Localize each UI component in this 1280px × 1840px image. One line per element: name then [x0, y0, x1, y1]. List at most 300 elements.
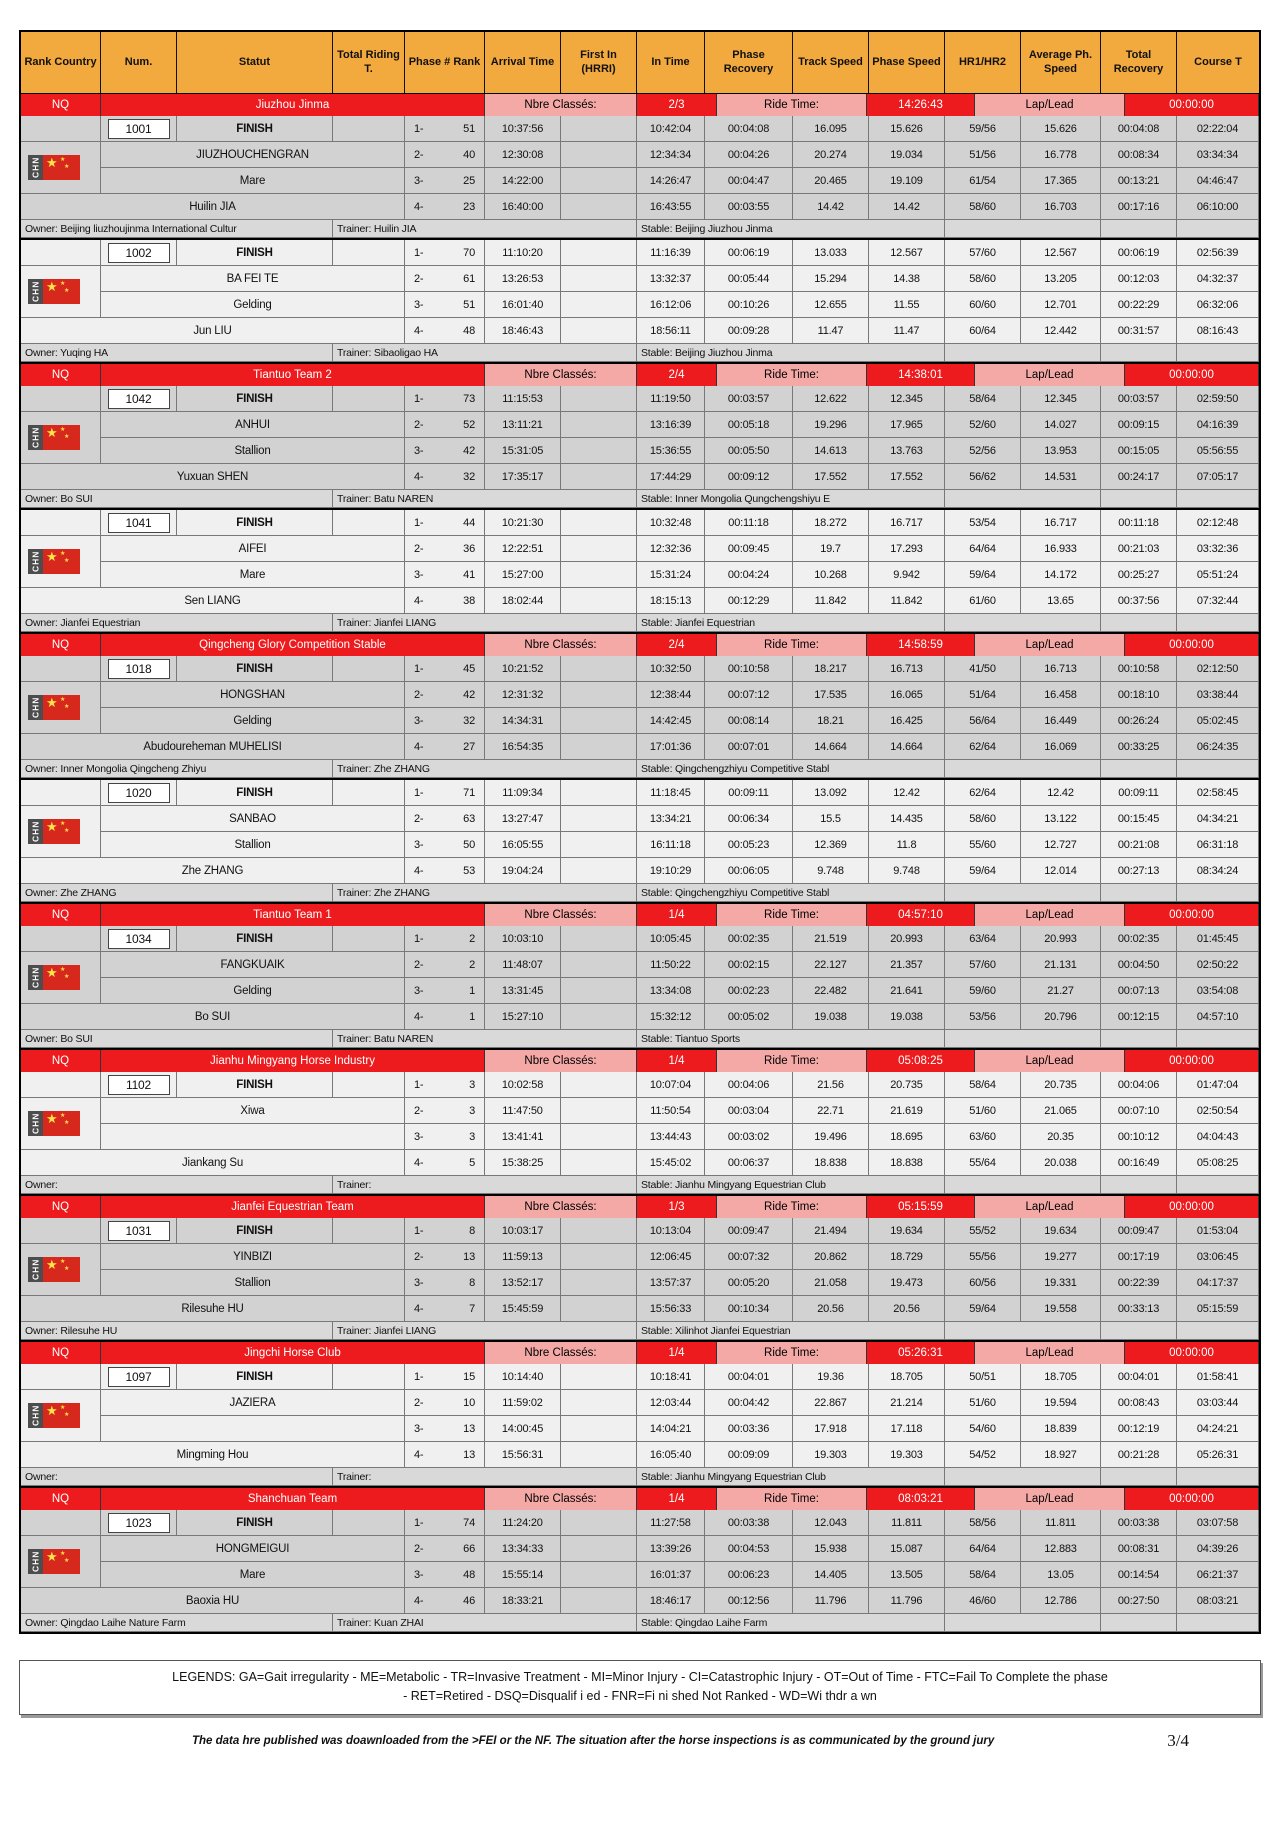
flag-star-icon: ★: [46, 1403, 58, 1418]
track-speed-cell: 15.5: [793, 806, 869, 832]
owner-row-empty-cell: [1101, 884, 1177, 902]
country-code: CHN: [28, 819, 43, 844]
column-header-average-ph-speed: Average Ph. Speed: [1021, 32, 1101, 93]
trainer-cell: Trainer:: [333, 1176, 637, 1194]
total-recovery-cell: 00:14:54: [1101, 1562, 1177, 1588]
phase-rank: 3: [469, 1104, 475, 1117]
rider-section: [21, 1218, 1259, 1340]
arrival-time-cell: 10:21:52: [485, 656, 561, 682]
phase-label: 4-: [414, 1156, 424, 1169]
course-t-cell: 03:06:45: [1177, 1244, 1259, 1270]
track-speed-cell: 16.095: [793, 116, 869, 142]
owner-cell: Owner: Qingdao Laihe Nature Farm: [21, 1614, 333, 1632]
average-ph-speed-cell: 13.953: [1021, 438, 1101, 464]
phase-rank: 42: [463, 444, 475, 457]
statut-cell: FINISH: [177, 1510, 333, 1536]
horse-name: Xiwa: [101, 1098, 405, 1124]
country-code: CHN: [28, 1403, 43, 1428]
flag-star-icon: ★: [60, 1405, 66, 1411]
team-status-badge: NQ: [21, 904, 101, 926]
average-ph-speed-cell: 19.277: [1021, 1244, 1101, 1270]
column-header-arrival-time: Arrival Time: [485, 32, 561, 93]
in-time-cell: 13:39:26: [637, 1536, 705, 1562]
arrival-time-cell: 14:22:00: [485, 168, 561, 194]
phase-recovery-cell: 00:07:12: [705, 682, 793, 708]
first-in-cell: [561, 116, 637, 142]
total-recovery-cell: 00:07:10: [1101, 1098, 1177, 1124]
total-recovery-cell: 00:06:19: [1101, 240, 1177, 266]
lap-lead-label: Lap/Lead: [975, 1488, 1125, 1510]
track-speed-cell: 19.36: [793, 1364, 869, 1390]
flag-star-icon: ★: [64, 1120, 70, 1126]
average-ph-speed-cell: 15.626: [1021, 116, 1101, 142]
team-status-badge: NQ: [21, 634, 101, 656]
hr1-hr2-cell: 52/60: [945, 412, 1021, 438]
phase-rank-cell: [405, 588, 485, 614]
owner-cell: Owner:: [21, 1176, 333, 1194]
hr1-hr2-cell: 58/60: [945, 266, 1021, 292]
country-flag-cell: [21, 682, 101, 734]
first-in-cell: [561, 464, 637, 490]
phase-speed-cell: 19.038: [869, 1004, 945, 1030]
phase-rank-cell: [405, 438, 485, 464]
rank-spacer: [21, 116, 101, 142]
team-blocks: [21, 94, 1259, 1632]
course-t-cell: 02:50:22: [1177, 952, 1259, 978]
phase-label: 1-: [414, 246, 424, 259]
phase-rank: 3: [469, 1078, 475, 1091]
rider-number: 1097: [108, 1367, 170, 1387]
in-time-cell: 12:38:44: [637, 682, 705, 708]
flag-star-icon: ★: [46, 279, 58, 294]
total-riding-time-cell: [333, 1218, 405, 1244]
phase-rank: 23: [463, 200, 475, 213]
rank-spacer: [21, 656, 101, 682]
phase-rank-cell: [405, 978, 485, 1004]
phase-speed-cell: 17.293: [869, 536, 945, 562]
stable-cell: Stable: Jianfei Equestrian: [637, 614, 945, 632]
country-code: CHN: [28, 965, 43, 990]
in-time-cell: 12:06:45: [637, 1244, 705, 1270]
in-time-cell: 12:32:36: [637, 536, 705, 562]
total-recovery-cell: 00:26:24: [1101, 708, 1177, 734]
rank-spacer: [21, 510, 101, 536]
lap-lead-label: Lap/Lead: [975, 94, 1125, 116]
team-name: Jingchi Horse Club: [101, 1342, 485, 1364]
hr1-hr2-cell: 59/64: [945, 562, 1021, 588]
flag-star-icon: ★: [60, 157, 66, 163]
track-speed-cell: 19.303: [793, 1442, 869, 1468]
nbre-classes-value: 2/3: [637, 94, 717, 116]
phase-label: 4-: [414, 740, 424, 753]
phase-speed-cell: 15.626: [869, 116, 945, 142]
rider-section: [21, 1364, 1259, 1486]
course-t-cell: 07:05:17: [1177, 464, 1259, 490]
team-header-row: [21, 1488, 1259, 1510]
phase-label: 1-: [414, 786, 424, 799]
first-in-cell: [561, 536, 637, 562]
arrival-time-cell: 15:27:00: [485, 562, 561, 588]
course-t-cell: 06:24:35: [1177, 734, 1259, 760]
prc-flag-field: [43, 1403, 80, 1428]
total-recovery-cell: 00:04:50: [1101, 952, 1177, 978]
phase-rank: 41: [463, 568, 475, 581]
team-block: [21, 1486, 1259, 1632]
phase-speed-cell: 19.303: [869, 1442, 945, 1468]
country-code: CHN: [28, 279, 43, 304]
in-time-cell: 15:45:02: [637, 1150, 705, 1176]
phase-label: 4-: [414, 1302, 424, 1315]
column-header-course-t: Course T: [1177, 32, 1259, 93]
flag-star-icon: ★: [60, 281, 66, 287]
owner-row-empty-cell: [1101, 760, 1177, 778]
track-speed-cell: 22.867: [793, 1390, 869, 1416]
country-flag-cell: [21, 806, 101, 858]
country-code: CHN: [28, 1111, 43, 1136]
phase-rank: 8: [469, 1224, 475, 1237]
hr1-hr2-cell: 51/60: [945, 1098, 1021, 1124]
phase-rank-cell: [405, 926, 485, 952]
track-speed-cell: 12.369: [793, 832, 869, 858]
in-time-cell: 15:56:33: [637, 1296, 705, 1322]
horse-gender: Mare: [101, 562, 405, 588]
ride-time-value: 08:03:21: [867, 1488, 975, 1510]
total-recovery-cell: 00:33:13: [1101, 1296, 1177, 1322]
owner-cell: Owner: Yuqing HA: [21, 344, 333, 362]
nbre-classes-value: 1/4: [637, 1050, 717, 1072]
statut-cell: FINISH: [177, 656, 333, 682]
hr1-hr2-cell: 55/56: [945, 1244, 1021, 1270]
phase-rank-cell: [405, 1270, 485, 1296]
phase-speed-cell: 9.942: [869, 562, 945, 588]
phase-label: 2-: [414, 958, 424, 971]
country-code: CHN: [28, 155, 43, 180]
phase-label: 3-: [414, 984, 424, 997]
horse-gender: Stallion: [101, 832, 405, 858]
phase-rank: 51: [463, 122, 475, 135]
phase-label: 3-: [414, 174, 424, 187]
phase-recovery-cell: 00:11:18: [705, 510, 793, 536]
phase-speed-cell: 12.42: [869, 780, 945, 806]
lap-lead-label: Lap/Lead: [975, 634, 1125, 656]
flag-star-icon: ★: [60, 427, 66, 433]
phase-recovery-cell: 00:02:15: [705, 952, 793, 978]
total-recovery-cell: 00:18:10: [1101, 682, 1177, 708]
course-t-cell: 02:59:50: [1177, 386, 1259, 412]
phase-recovery-cell: 00:12:56: [705, 1588, 793, 1614]
first-in-cell: [561, 168, 637, 194]
phase-rank: 32: [463, 470, 475, 483]
owner-row-empty-cell: [1101, 1468, 1177, 1486]
rider-number: 1018: [108, 659, 170, 679]
owner-cell: Owner: Rilesuhe HU: [21, 1322, 333, 1340]
ride-time-label: Ride Time:: [717, 1488, 867, 1510]
lap-lead-label: Lap/Lead: [975, 364, 1125, 386]
total-recovery-cell: 00:10:12: [1101, 1124, 1177, 1150]
phase-recovery-cell: 00:09:28: [705, 318, 793, 344]
arrival-time-cell: 13:41:41: [485, 1124, 561, 1150]
first-in-cell: [561, 1270, 637, 1296]
phase-label: 2-: [414, 272, 424, 285]
track-speed-cell: 19.038: [793, 1004, 869, 1030]
rider-number: 1023: [108, 1513, 170, 1533]
phase-label: 4-: [414, 324, 424, 337]
phase-recovery-cell: 00:06:05: [705, 858, 793, 884]
average-ph-speed-cell: 20.038: [1021, 1150, 1101, 1176]
team-header-row: [21, 364, 1259, 386]
owner-row-empty-cell: [945, 1322, 1101, 1340]
hr1-hr2-cell: 50/51: [945, 1364, 1021, 1390]
legend-box: [19, 1660, 1261, 1715]
team-header-row: [21, 904, 1259, 926]
phase-rank-cell: [405, 266, 485, 292]
phase-rank-cell: [405, 656, 485, 682]
phase-label: 3-: [414, 1422, 424, 1435]
flag-star-icon: ★: [46, 549, 58, 564]
phase-recovery-cell: 00:10:34: [705, 1296, 793, 1322]
arrival-time-cell: 16:01:40: [485, 292, 561, 318]
lap-lead-label: Lap/Lead: [975, 904, 1125, 926]
in-time-cell: 13:57:37: [637, 1270, 705, 1296]
statut-cell: FINISH: [177, 116, 333, 142]
horse-gender: [101, 1416, 405, 1442]
course-t-cell: 02:56:39: [1177, 240, 1259, 266]
course-t-cell: 05:56:55: [1177, 438, 1259, 464]
ride-time-label: Ride Time:: [717, 94, 867, 116]
legend-line2: - RET=Retired - DSQ=Disqualif i ed - FNR=Fi ni shed Not Ranked - WD=Wi thdr a wn: [403, 1689, 877, 1704]
rider-section: [21, 238, 1259, 362]
total-recovery-cell: 00:04:08: [1101, 116, 1177, 142]
phase-rank: 7: [469, 1302, 475, 1315]
column-header-statut: Statut: [177, 32, 333, 93]
average-ph-speed-cell: 19.558: [1021, 1296, 1101, 1322]
first-in-cell: [561, 1150, 637, 1176]
owner-row-empty-cell: [945, 490, 1101, 508]
phase-rank: 44: [463, 516, 475, 529]
track-speed-cell: 11.842: [793, 588, 869, 614]
hr1-hr2-cell: 53/54: [945, 510, 1021, 536]
chn-flag-icon: [28, 965, 80, 990]
country-code: CHN: [28, 695, 43, 720]
team-status-badge: NQ: [21, 364, 101, 386]
arrival-time-cell: 15:56:31: [485, 1442, 561, 1468]
flag-star-icon: ★: [60, 821, 66, 827]
statut-cell: FINISH: [177, 386, 333, 412]
phase-label: 3-: [414, 714, 424, 727]
nbre-classes-label: Nbre Classés:: [485, 1488, 637, 1510]
in-time-cell: 15:32:12: [637, 1004, 705, 1030]
phase-label: 4-: [414, 200, 424, 213]
hr1-hr2-cell: 55/52: [945, 1218, 1021, 1244]
phase-speed-cell: 12.345: [869, 386, 945, 412]
owner-row-empty-cell: [945, 344, 1101, 362]
country-flag-cell: [21, 1390, 101, 1442]
phase-rank: 13: [463, 1422, 475, 1435]
phase-speed-cell: 14.42: [869, 194, 945, 220]
hr1-hr2-cell: 54/60: [945, 1416, 1021, 1442]
statut-cell: FINISH: [177, 926, 333, 952]
phase-rank-cell: [405, 1004, 485, 1030]
phase-label: 4-: [414, 1448, 424, 1461]
phase-speed-cell: 19.473: [869, 1270, 945, 1296]
first-in-cell: [561, 1510, 637, 1536]
total-recovery-cell: 00:21:03: [1101, 536, 1177, 562]
phase-recovery-cell: 00:04:26: [705, 142, 793, 168]
ride-time-value: 14:58:59: [867, 634, 975, 656]
trainer-cell: Trainer: Kuan ZHAI: [333, 1614, 637, 1632]
phase-speed-cell: 17.118: [869, 1416, 945, 1442]
total-recovery-cell: 00:31:57: [1101, 318, 1177, 344]
phase-speed-cell: 11.842: [869, 588, 945, 614]
flag-star-icon: ★: [46, 155, 58, 170]
team-status-badge: NQ: [21, 1050, 101, 1072]
first-in-cell: [561, 1244, 637, 1270]
track-speed-cell: 22.71: [793, 1098, 869, 1124]
rider-number: 1002: [108, 243, 170, 263]
phase-recovery-cell: 00:09:11: [705, 780, 793, 806]
total-recovery-cell: 00:08:43: [1101, 1390, 1177, 1416]
track-speed-cell: 14.613: [793, 438, 869, 464]
phase-speed-cell: 11.796: [869, 1588, 945, 1614]
track-speed-cell: 12.655: [793, 292, 869, 318]
phase-speed-cell: 16.065: [869, 682, 945, 708]
owner-cell: Owner: Bo SUI: [21, 1030, 333, 1048]
first-in-cell: [561, 1004, 637, 1030]
phase-recovery-cell: 00:10:58: [705, 656, 793, 682]
phase-rank-cell: [405, 1150, 485, 1176]
phase-recovery-cell: 00:06:19: [705, 240, 793, 266]
hr1-hr2-cell: 63/60: [945, 1124, 1021, 1150]
in-time-cell: 14:26:47: [637, 168, 705, 194]
owner-row-empty-cell: [945, 1030, 1101, 1048]
phase-rank: 48: [463, 1568, 475, 1581]
course-t-cell: 03:38:44: [1177, 682, 1259, 708]
arrival-time-cell: 10:21:30: [485, 510, 561, 536]
phase-rank-cell: [405, 1510, 485, 1536]
course-t-cell: 04:39:26: [1177, 1536, 1259, 1562]
average-ph-speed-cell: 12.727: [1021, 832, 1101, 858]
first-in-cell: [561, 1442, 637, 1468]
total-recovery-cell: 00:03:38: [1101, 1510, 1177, 1536]
course-t-cell: 01:53:04: [1177, 1218, 1259, 1244]
nbre-classes-label: Nbre Classés:: [485, 364, 637, 386]
track-speed-cell: 14.664: [793, 734, 869, 760]
total-recovery-cell: 00:09:15: [1101, 412, 1177, 438]
phase-label: 1-: [414, 1370, 424, 1383]
average-ph-speed-cell: 19.634: [1021, 1218, 1101, 1244]
in-time-cell: 10:05:45: [637, 926, 705, 952]
phase-rank: 66: [463, 1542, 475, 1555]
phase-recovery-cell: 00:12:29: [705, 588, 793, 614]
phase-rank-cell: [405, 116, 485, 142]
horse-name: AIFEI: [101, 536, 405, 562]
phase-rank: 2: [469, 958, 475, 971]
rider-number-cell: [101, 1072, 177, 1098]
first-in-cell: [561, 832, 637, 858]
hr1-hr2-cell: 56/62: [945, 464, 1021, 490]
team-name: Tiantuo Team 2: [101, 364, 485, 386]
trainer-cell: Trainer: Sibaoligao HA: [333, 344, 637, 362]
phase-recovery-cell: 00:04:01: [705, 1364, 793, 1390]
track-speed-cell: 11.796: [793, 1588, 869, 1614]
first-in-cell: [561, 1098, 637, 1124]
total-recovery-cell: 00:37:56: [1101, 588, 1177, 614]
arrival-time-cell: 13:31:45: [485, 978, 561, 1004]
in-time-cell: 11:50:22: [637, 952, 705, 978]
flag-star-icon: ★: [64, 434, 70, 440]
phase-rank: 3: [469, 1130, 475, 1143]
track-speed-cell: 21.058: [793, 1270, 869, 1296]
rider-number: 1034: [108, 929, 170, 949]
in-time-cell: 16:43:55: [637, 194, 705, 220]
average-ph-speed-cell: 21.065: [1021, 1098, 1101, 1124]
phase-speed-cell: 11.47: [869, 318, 945, 344]
first-in-cell: [561, 1390, 637, 1416]
phase-rank: 2: [469, 932, 475, 945]
statut-cell: FINISH: [177, 510, 333, 536]
stable-cell: Stable: Tiantuo Sports: [637, 1030, 945, 1048]
course-t-cell: 04:04:43: [1177, 1124, 1259, 1150]
average-ph-speed-cell: 12.567: [1021, 240, 1101, 266]
total-recovery-cell: 00:15:45: [1101, 806, 1177, 832]
team-block: [21, 94, 1259, 362]
arrival-time-cell: 10:14:40: [485, 1364, 561, 1390]
phase-label: 1-: [414, 122, 424, 135]
chn-flag-icon: [28, 1111, 80, 1136]
phase-recovery-cell: 00:06:23: [705, 1562, 793, 1588]
horse-name: YINBIZI: [101, 1244, 405, 1270]
phase-rank: 70: [463, 246, 475, 259]
results-table: [19, 30, 1261, 1634]
phase-recovery-cell: 00:05:20: [705, 1270, 793, 1296]
phase-rank-cell: [405, 194, 485, 220]
horse-gender: [101, 1124, 405, 1150]
chn-flag-icon: [28, 155, 80, 180]
arrival-time-cell: 15:45:59: [485, 1296, 561, 1322]
owner-row-empty-cell: [1177, 614, 1259, 632]
phase-speed-cell: 14.435: [869, 806, 945, 832]
track-speed-cell: 20.274: [793, 142, 869, 168]
in-time-cell: 13:16:39: [637, 412, 705, 438]
chn-flag-icon: [28, 695, 80, 720]
phase-speed-cell: 12.567: [869, 240, 945, 266]
phase-rank: 25: [463, 174, 475, 187]
total-recovery-cell: 00:08:34: [1101, 142, 1177, 168]
first-in-cell: [561, 1536, 637, 1562]
first-in-cell: [561, 1416, 637, 1442]
owner-row-empty-cell: [945, 614, 1101, 632]
phase-rank: 48: [463, 324, 475, 337]
average-ph-speed-cell: 16.778: [1021, 142, 1101, 168]
in-time-cell: 12:34:34: [637, 142, 705, 168]
track-speed-cell: 21.494: [793, 1218, 869, 1244]
first-in-cell: [561, 386, 637, 412]
first-in-cell: [561, 1296, 637, 1322]
lap-lead-value: 00:00:00: [1125, 94, 1259, 116]
average-ph-speed-cell: 20.35: [1021, 1124, 1101, 1150]
country-flag-cell: [21, 952, 101, 1004]
flag-star-icon: ★: [46, 965, 58, 980]
average-ph-speed-cell: 13.205: [1021, 266, 1101, 292]
track-speed-cell: 9.748: [793, 858, 869, 884]
page-number: 3/4: [1167, 1730, 1189, 1750]
lap-lead-value: 00:00:00: [1125, 1342, 1259, 1364]
track-speed-cell: 15.938: [793, 1536, 869, 1562]
total-recovery-cell: 00:16:49: [1101, 1150, 1177, 1176]
total-riding-time-cell: [333, 926, 405, 952]
phase-label: 1-: [414, 1224, 424, 1237]
owner-row-empty-cell: [1101, 344, 1177, 362]
